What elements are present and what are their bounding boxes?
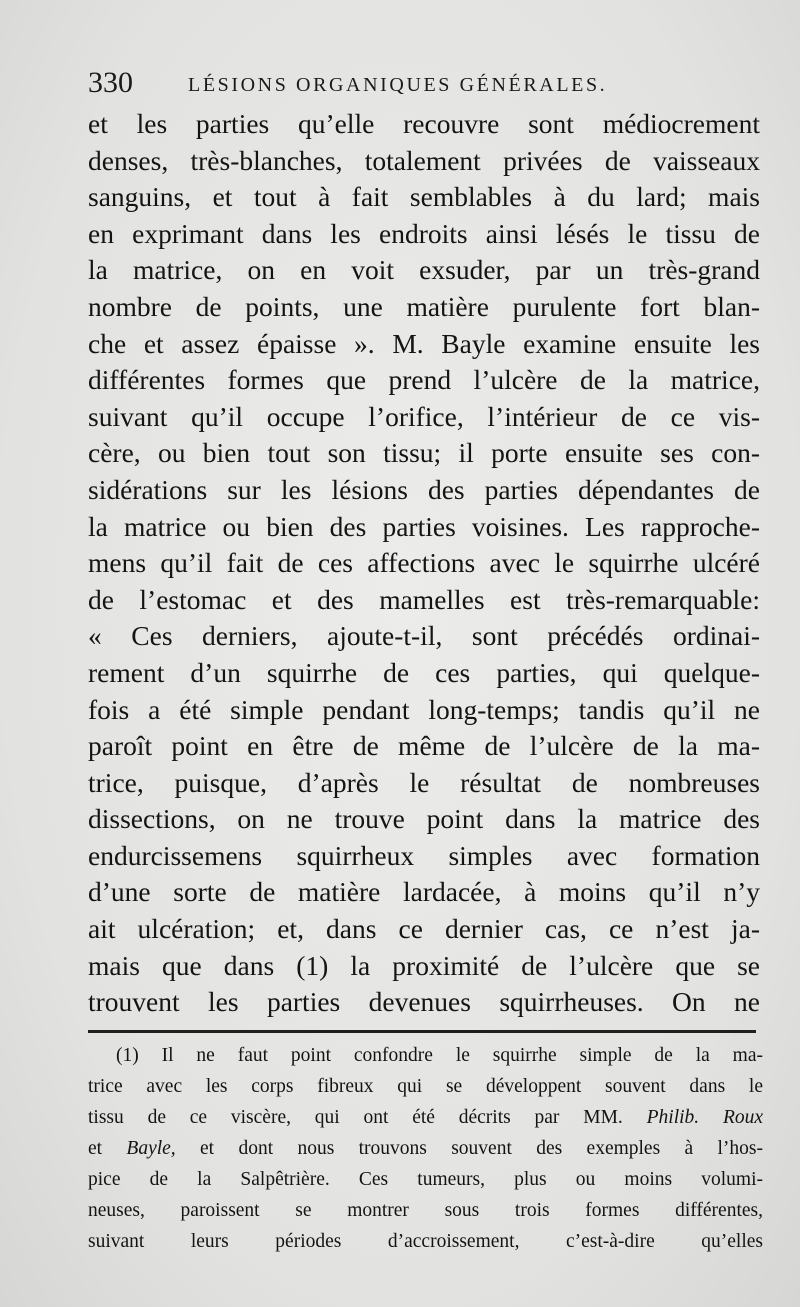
footnote-text: et [88,1138,103,1159]
footnote-line: neuses, paroissent se montrer sous trois formes différentes, [88,1200,763,1221]
text-line: mais que dans (1) la proximité de l’ulcère que se [88,949,760,981]
body-text [88,106,760,1021]
text-line: la matrice, on en voit exsuder, par un très-grand [88,254,760,286]
page-header [88,66,768,106]
footnote-line: pice de la Salpêtrière. Ces tumeurs, plus ou moins volumi- [88,1169,763,1190]
text-line: che et assez épaisse ». M. Bayle examine ensuite les [88,327,760,359]
text-line: rement d’un squirrhe de ces parties, qui quelque- [88,656,760,688]
footnote-text: tissu de ce viscère, qui ont été décrits par MM. [88,1107,623,1128]
footnote-rule [88,1030,756,1033]
text-line: en exprimant dans les endroits ainsi lésés le tissu de [88,217,760,249]
text-line: la matrice ou bien des parties voisines. Les rapproche- [88,510,760,542]
text-line: endurcissemens squirrheux simples avec formation [88,839,760,871]
text-line: sidérations sur les lésions des parties dépendantes de [88,473,760,505]
footnote-text: et dont nous trouvons souvent des exemples à l’hos- [200,1138,764,1159]
text-line: denses, très-blanches, totalement privées de vaisseaux [88,144,760,176]
text-line: « Ces derniers, ajoute-t-il, sont précédés ordinai- [88,620,760,652]
text-line: dissections, on ne trouve point dans la matrice des [88,803,760,835]
author-name-italic: Bayle, [126,1138,176,1159]
footnote-line: (1) Il ne faut point confondre le squirrhe simple de la ma- [116,1045,763,1066]
running-head: LÉSIONS ORGANIQUES GÉNÉRALES. [188,74,608,96]
text-line: ait ulcération; et, dans ce dernier cas, ce n’est ja- [88,913,760,945]
page-number: 330 [88,66,133,99]
text-line: paroît point en être de même de l’ulcère de la ma- [88,730,760,762]
text-line: de l’estomac et des mamelles est très-remarquable: [88,583,760,615]
text-line: d’une sorte de matière lardacée, à moins qu’il n’y [88,876,760,908]
author-names-italic: Philib. Roux [646,1107,764,1128]
text-line: suivant qu’il occupe l’orifice, l’intérieur de ce vis- [88,400,760,432]
text-line: sanguins, et tout à fait semblables à du lard; mais [88,181,760,213]
text-line: et les parties qu’elle recouvre sont médiocrement [88,108,760,139]
footnote-line [88,1133,763,1164]
text-line: différentes formes que prend l’ulcère de la matrice, [88,364,760,396]
footnote-line: trice avec les corps fibreux qui se développent souvent dans le [88,1076,763,1097]
text-line: trice, puisque, d’après le résultat de nombreuses [88,766,760,798]
text-line: nombre de points, une matière purulente fort blan- [88,290,760,322]
footnote-line: suivant leurs périodes d’accroissement, c’est-à-dire qu’elles [88,1231,763,1252]
footnote-line [88,1102,763,1133]
text-line: fois a été simple pendant long-temps; tandis qu’il ne [88,693,760,725]
footnote [88,1040,763,1257]
text-line: mens qu’il fait de ces affections avec le squirrhe ulcéré [88,547,760,579]
text-line: cère, ou bien tout son tissu; il porte ensuite ses con- [88,437,760,469]
text-line: trouvent les parties devenues squirrheuses. On ne [88,986,760,1018]
